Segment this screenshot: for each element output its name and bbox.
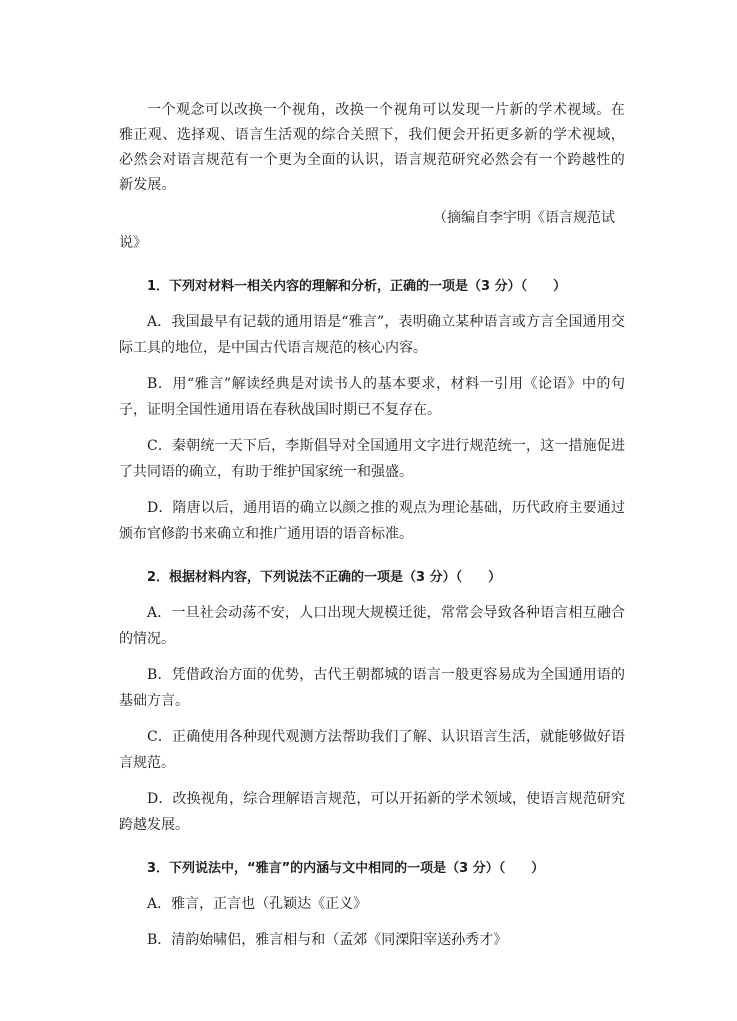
source-line-2: 说》 [119,235,147,251]
question-2-option-c: C．正确使用各种现代观测方法帮助我们了解、认识语言生活，就能够做好语言规范。 [119,729,625,771]
question-2-option-a: A．一旦社会动荡不安，人口出现大规模迁徙，常常会导致各种语言相互融合的情况。 [119,605,625,647]
question-3-stem: 3．下列说法中，“雅言”的内涵与文中相同的一项是（3 分）（ ） [147,861,545,876]
question-2-stem: 2．根据材料内容，下列说法不正确的一项是（3 分）（ ） [147,570,502,585]
question-2-option-b: B．凭借政治方面的优势，古代王朝都城的语言一般更容易成为全国通用语的基础方言。 [119,667,625,709]
question-1-option-c: C．秦朝统一天下后，李斯倡导对全国通用文字进行规范统一，这一措施促进了共同语的确立，有助于维护国家统一和强盛。 [119,438,625,480]
question-3-option-b: B．清韵始啸侣，雅言相与和（孟郊《同溧阳宰送孙秀才》 [147,932,508,948]
question-2-option-d: D．改换视角，综合理解语言规范，可以开拓新的学术领域，使语言规范研究跨越发展。 [119,791,625,833]
question-3-option-a: A．雅言，正言也（孔颖达《正义》 [147,896,368,912]
passage-source [119,206,625,256]
document-content [119,98,625,953]
question-1-stem: 1．下列对材料一相关内容的理解和分析，正确的一项是（3 分）（ ） [147,279,567,294]
question-1-option-a: A．我国最早有记载的通用语是“雅言”，表明确立某种语言或方言全国通用交际工具的地位，是中国古代语言规范的核心内容。 [119,314,625,356]
question-1-option-b: B．用“雅言”解读经典是对读书人的基本要求，材料一引用《论语》中的句子，证明全国性通用语在春秋战国时期已不复存在。 [119,376,625,418]
source-line-1: （摘编自李宇明《语言规范试 [433,210,615,226]
question-1-option-d: D．隋唐以后，通用语的确立以颜之推的观点为理论基础，历代政府主要通过颁布官修韵书来确立和推广通用语的语音标准。 [119,500,625,542]
passage-paragraph: 一个观念可以改换一个视角，改换一个视角可以发现一片新的学术视域。在雅正观、选择观、语言生活观的综合关照下，我们便会开拓更多新的学术视域，必然会对语言规范有一个更为全面的认识，语言规范研究必然会有一个跨越性的新发展。 [119,102,625,193]
